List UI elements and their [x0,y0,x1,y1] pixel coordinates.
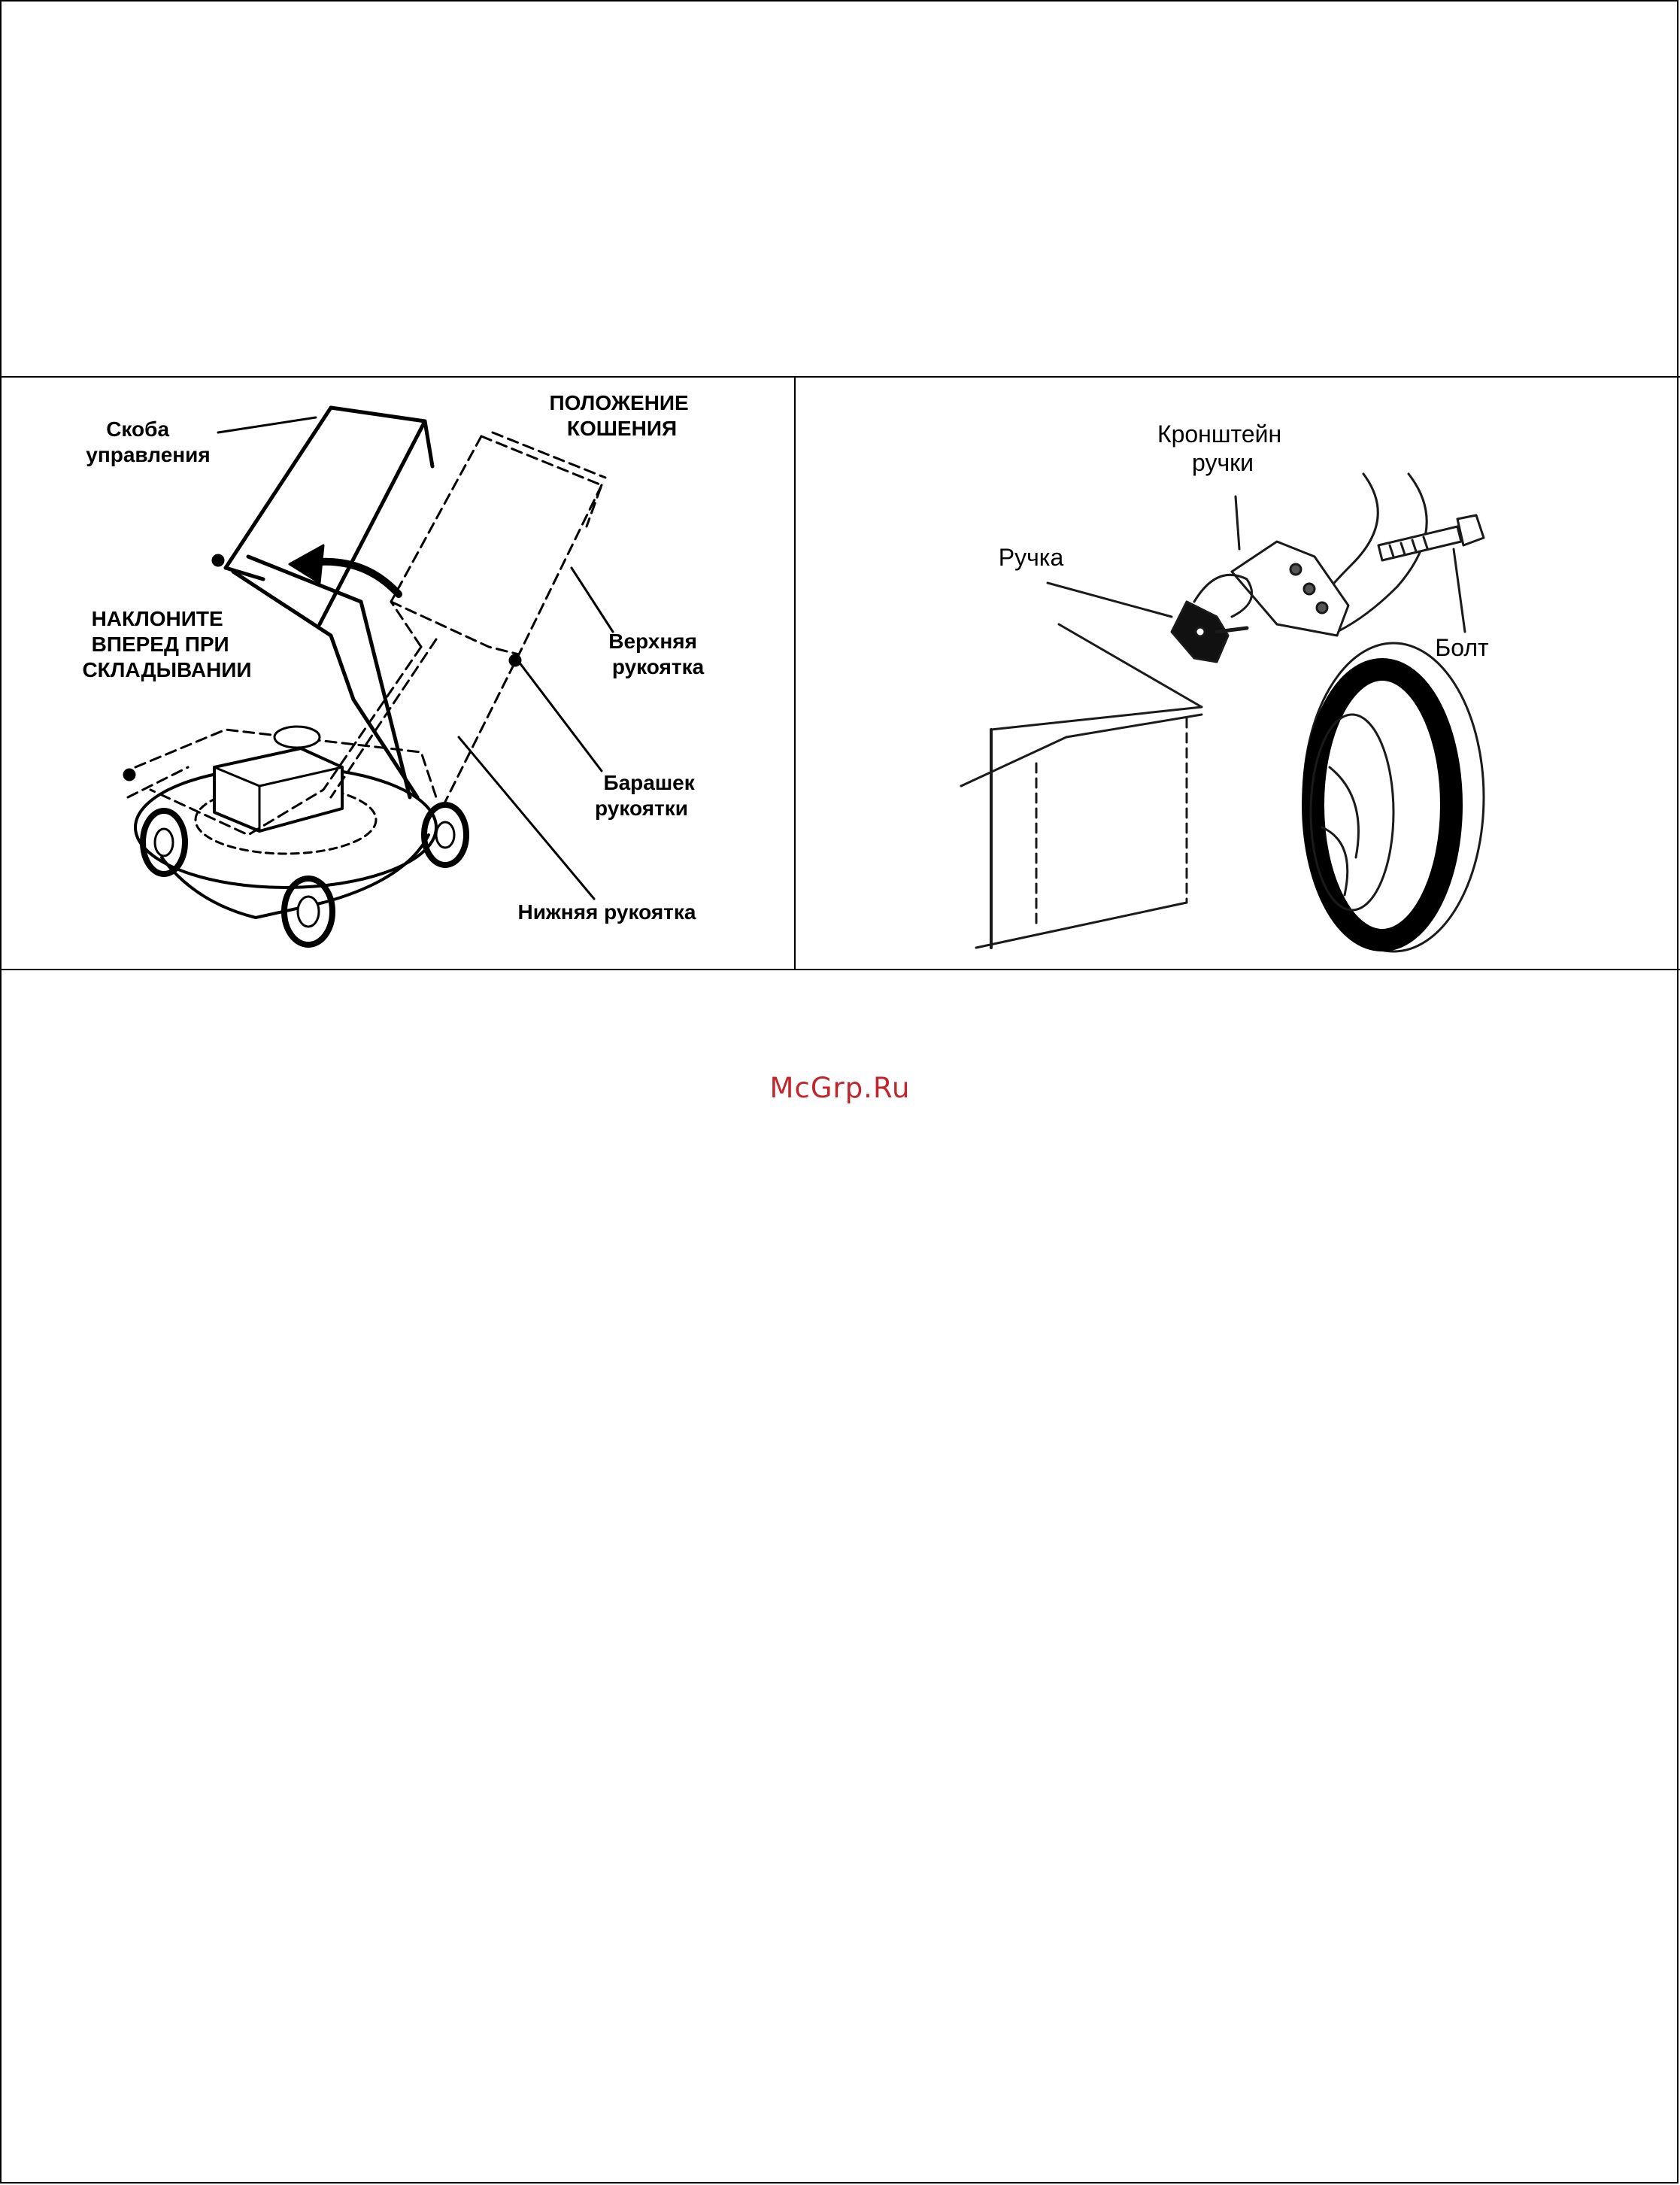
bolt-illustration [1378,515,1484,560]
mower-figure [0,376,794,969]
wheel-illustration [1303,643,1484,951]
label-control-bar: Скоба управления [86,417,211,466]
knob-illustration [1172,602,1247,662]
label-upper-handle: Верхняя рукоятка [608,630,705,678]
leader-knob [1048,583,1172,617]
label-tilt-forward: НАКЛОНИТЕ ВПЕРЕД ПРИ СКЛАДЫВАНИИ [82,607,252,681]
leader-handle-knob [519,662,602,771]
leader-lower-handle [459,737,594,899]
engine-illustration [214,727,342,831]
label-handle-knob: Барашек рукоятки [595,771,695,820]
label-knob: Ручка [998,544,1064,571]
leader-upper-handle [572,568,613,632]
label-bolt: Болт [1435,634,1489,661]
bracket-figure [796,376,1680,969]
deck-illustration [961,624,1202,948]
label-handle-bracket: Кронштейн ручки [1157,420,1282,476]
watermark: McGrp.Ru [769,1072,911,1104]
leader-bolt [1454,549,1465,632]
leader-bracket [1236,496,1239,549]
leader-control-bar [218,417,316,432]
label-lower-handle: Нижняя рукоятка [517,900,696,924]
bottom-divider [0,969,1680,970]
label-mowing-position: ПОЛОЖЕНИЕ КОШЕНИЯ [549,391,689,440]
folded-handle-illustration [226,408,432,797]
